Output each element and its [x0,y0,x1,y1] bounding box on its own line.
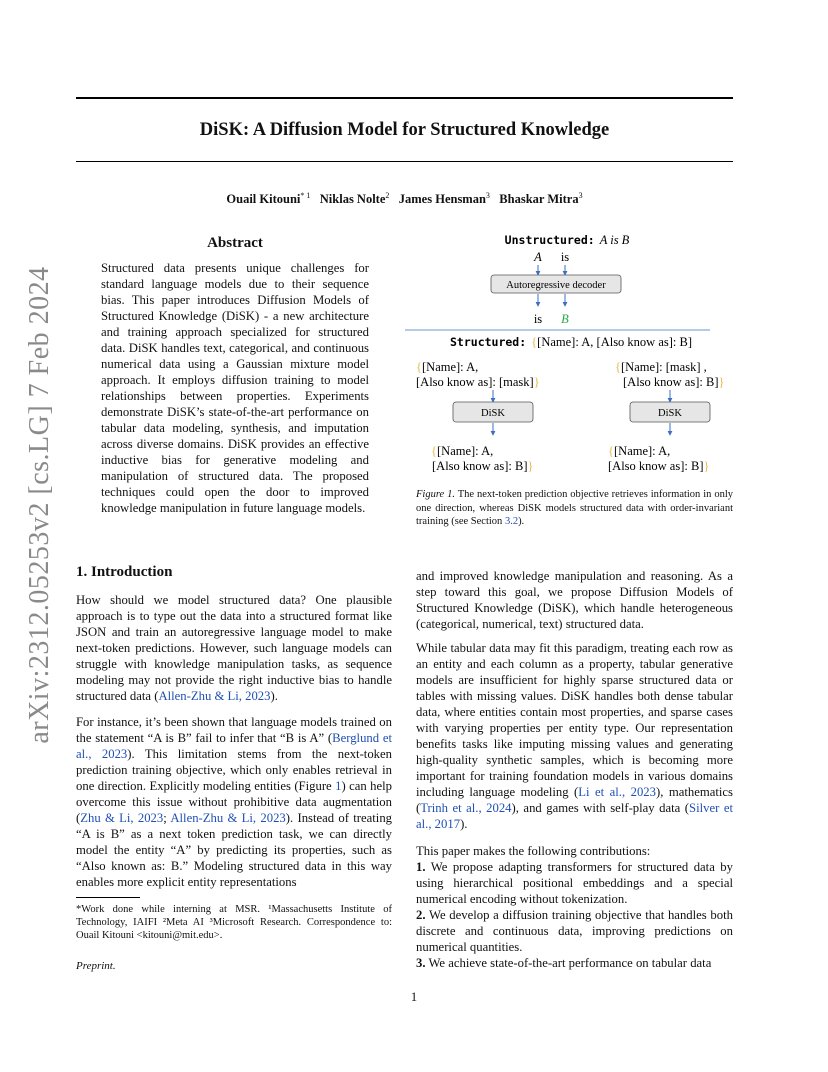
right-output-line-2: [Also know as]: B]} [608,459,710,473]
left-output-line-2: [Also know as]: B]} [432,459,534,473]
left-input-line-2: [Also know as]: [mask]} [416,375,540,389]
citation-link[interactable]: Li et al., 2023 [578,785,656,799]
unstructured-label: Unstructured: [504,233,595,247]
author-name: Niklas Nolte [319,192,386,207]
structured-row: Structured: {[Name]: A, [Also know as]: B] [450,335,693,349]
right-paragraph-2: While tabular data may fit this paradigm, treating each row as an entity and each column as a property, tabular generative models are insufficient for highly sparse structured data or tables with missing values. DiSK handles both dense tabular data, where entities contain most properties, and sparse cases with varying properties per entity type. Our representation benefits tasks like imputing missing values and generating high-quality synthetic samples, which is becoming more important for training foundation models in various domains including language modeling (Li et al., 2023), mathematics (Trinh et al., 2024), and games with self-play data (Silver et al., 2017). [416,641,733,831]
figure-1-diagram [405,228,735,478]
input-token-is: is [560,250,570,264]
right-input-line-2: [Also know as]: B]} [623,375,725,389]
section-heading: 1. Introduction [76,564,173,580]
unstructured-text: A is B [599,233,630,247]
author-name: James Hensman [398,192,486,207]
citation-link[interactable]: Allen-Zhu & Li, 2023 [158,689,271,703]
arxiv-identifier: arXiv:2312.05253v2 [cs.LG] 7 Feb 2024 [24,266,55,744]
intro-paragraph-2: For instance, it’s been shown that language models trained on the statement “A is B” fail to infer that “B is A” (Berglund et al., 2023). This limitation stems from the next-token prediction training objective, which only enables retrieval in one direction. Explicitly modeling entities (Figure 1) can help overcome this issue without prohibitive data augmentation (Zhu & Li, 2023; Allen-Zhu & Li, 2023). Instead of treating “A is B” as a next token prediction task, we can directly model the entity “A” by predicting its properties, such as “Also known as: B.” Modeling structured data in this way enables more explicit entity representations [76,715,393,889]
arxiv-sidebar [20,266,60,744]
footnote-rule [76,897,140,898]
output-token-b: B [561,312,569,326]
input-token-a: A [534,250,542,264]
citation-link[interactable]: Berglund et al., 2023 [76,731,392,761]
output-token-is: is [533,312,543,326]
paper-title: DiSK: A Diffusion Model for Structured Knowledge [199,120,610,140]
footnote: *Work done while interning at MSR. ¹Massachusetts Institute of Technology, IAIFI ²Meta AI ³Microsoft Research. Correspondence to: Ouail Kitouni <kitouni@mit.edu>. [76,904,392,941]
page-number: 1 [410,990,418,1004]
abstract-heading: Abstract [207,235,263,251]
author-list [76,191,733,207]
citation-link[interactable]: Silver et al., 2017 [416,801,733,831]
author-affiliation: 3 [578,191,583,200]
author-name: Bhaskar Mitra [499,192,579,207]
figure-caption-text: The next-token prediction objective retrieves information in only one direction, whereas DiSK models structured data with order-invariant training (see Section [416,489,733,528]
author-affiliation: 2 [385,191,390,200]
contribution-2: 2. We develop a diffusion training objective that handles both discrete and continuous data, improving predictions on numerical quantities. [416,908,733,954]
right-output-line-1: {[Name]: A, [608,444,671,458]
structured-label: Structured: [450,335,527,349]
right-paragraph-1: and improved knowledge manipulation and reasoning. As a step toward this goal, we propose Diffusion Models of Structured Knowledge (DiSK), which handle heterogeneous (categorical, numerical, text) structured data. [416,569,733,631]
decoder-label: Autoregressive decoder [506,280,606,291]
preprint-note: Preprint. [76,960,116,972]
citation-link[interactable]: Trinh et al., 2024 [420,801,512,815]
top-rule [76,97,733,99]
citation-link[interactable]: Zhu & Li, 2023 [80,811,164,825]
author-affiliation: * 1 [300,191,311,200]
figure-link[interactable]: 1 [335,779,342,793]
figure-1 [405,228,735,478]
right-input-line-1: {[Name]: [mask] , [615,360,707,374]
contribution-3: 3. We achieve state-of-the-art performance on tabular data [416,956,712,970]
section-link[interactable]: 3.2 [504,516,519,528]
structured-text: [Name]: A, [Also know as]: B] [537,335,693,349]
author-name: Ouail Kitouni [226,192,301,207]
contributions-intro: This paper makes the following contributions: [416,844,651,858]
citation-link[interactable]: Allen-Zhu & Li, 2023 [170,811,286,825]
figure-caption: Figure 1. The next-token prediction objective retrieves information in only one direction, whereas DiSK models structured data with order-invariant training (see Section 3.2). [416,489,733,528]
disk-label-right: DiSK [658,408,682,419]
figure-caption-label: Figure 1. [416,489,455,500]
title-bottom-rule [76,161,733,162]
author-affiliation: 3 [485,191,490,200]
abstract-body: Structured data presents unique challenges for standard language models due to their sequence bias. This paper introduces Diffusion Models of Structured Knowledge (DiSK) - a new architecture and training approach specialized for structured data. DiSK handles text, categorical, and continuous numerical data using a Gaussian mixture model approach. It employs diffusion training to model relationships between properties. Experiments demonstrate DiSK’s state-of-the-art performance on tabular data modeling, synthesis, and imputation across diverse domains. DiSK provides an effective inductive bias for generative modeling and manipulation of structured data. The proposed techniques could open the door to improved knowledge manipulation in future language models. [101,261,369,515]
intro-paragraph-1: How should we model structured data? One plausible approach is to type out the data into a structured format like JSON and train an autoregressive language model to make next-token predictions. However, such language models can struggle with knowledge manipulation tasks, as sequence modeling may not provide the right inductive bias to handle structured data (Allen-Zhu & Li, 2023). [76,593,392,703]
contribution-1: 1. We propose adapting transformers for structured data by using hierarchical positional embeddings and a special numerical encoding without tokenization. [416,860,733,906]
left-input-line-1: {[Name]: A, [416,360,479,374]
unstructured-row [505,233,630,247]
disk-label-left: DiSK [481,408,505,419]
left-output-line-1: {[Name]: A, [431,444,494,458]
